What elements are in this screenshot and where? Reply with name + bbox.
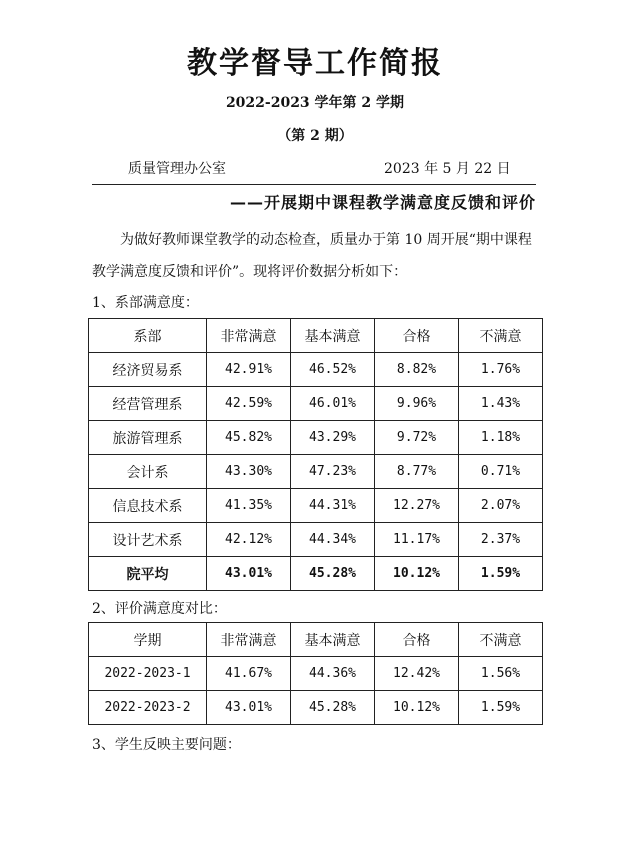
- table-cell: 43.30%: [207, 455, 291, 489]
- table-cell: 经济贸易系: [89, 353, 207, 387]
- table-row: [89, 421, 543, 455]
- table-cell: 10.12%: [375, 691, 459, 725]
- table-cell: 1.59%: [459, 557, 543, 591]
- table-header-row: [89, 319, 543, 353]
- table-row: [89, 523, 543, 557]
- table-cell: 2022-2023-1: [89, 657, 207, 691]
- header-divider: [92, 184, 536, 185]
- section-1-heading: 1、系部满意度：: [92, 295, 199, 311]
- table-cell: 10.12%: [375, 557, 459, 591]
- column-header: 合格: [375, 623, 459, 657]
- table-cell: 11.17%: [375, 523, 459, 557]
- column-header: 系部: [89, 319, 207, 353]
- table-cell: 41.67%: [207, 657, 291, 691]
- table-cell: 43.01%: [207, 691, 291, 725]
- issue-date: 2023 年 5 月 22 日: [384, 161, 511, 177]
- table-row: [89, 657, 543, 691]
- table-cell: 46.01%: [291, 387, 375, 421]
- table-cell: 会计系: [89, 455, 207, 489]
- table-cell: 44.31%: [291, 489, 375, 523]
- table-cell: 46.52%: [291, 353, 375, 387]
- table-cell: 8.82%: [375, 353, 459, 387]
- column-header: 不满意: [459, 623, 543, 657]
- table-row: [89, 353, 543, 387]
- term-comparison-table: [88, 622, 543, 725]
- table-cell: 42.91%: [207, 353, 291, 387]
- intro-paragraph: 为做好教师课堂教学的动态检查，质量办于第 10 周开展“期中课程教学满意度反馈和评价”。现将评价数据分析如下：: [92, 232, 532, 280]
- table-cell: 9.72%: [375, 421, 459, 455]
- department-satisfaction-table: [88, 318, 543, 591]
- column-header: 基本满意: [291, 623, 375, 657]
- table-cell: 44.36%: [291, 657, 375, 691]
- column-header: 非常满意: [207, 623, 291, 657]
- column-header: 基本满意: [291, 319, 375, 353]
- table-cell: 9.96%: [375, 387, 459, 421]
- table-cell: 设计艺术系: [89, 523, 207, 557]
- table-cell: 1.59%: [459, 691, 543, 725]
- table-cell: 41.35%: [207, 489, 291, 523]
- table-cell: 43.29%: [291, 421, 375, 455]
- column-header: 不满意: [459, 319, 543, 353]
- table-cell: 45.28%: [291, 557, 375, 591]
- table-row: [89, 691, 543, 725]
- table-cell: 1.43%: [459, 387, 543, 421]
- section-2-heading: 2、评价满意度对比：: [92, 601, 227, 617]
- issue-number: （第 2 期）: [277, 128, 353, 144]
- table-cell: 信息技术系: [89, 489, 207, 523]
- table-cell: 0.71%: [459, 455, 543, 489]
- table-cell: 12.27%: [375, 489, 459, 523]
- table-cell: 1.56%: [459, 657, 543, 691]
- report-topic: ——开展期中课程教学满意度反馈和评价: [229, 193, 536, 212]
- column-header: 合格: [375, 319, 459, 353]
- table-cell: 旅游管理系: [89, 421, 207, 455]
- table-cell: 45.82%: [207, 421, 291, 455]
- table-row: [89, 489, 543, 523]
- table-header-row: [89, 623, 543, 657]
- term-subtitle: 2022-2023 学年第 2 学期: [225, 95, 405, 111]
- column-header: 学期: [89, 623, 207, 657]
- table-cell: 院平均: [89, 557, 207, 591]
- table-cell: 43.01%: [207, 557, 291, 591]
- table-cell: 44.34%: [291, 523, 375, 557]
- table-cell: 42.12%: [207, 523, 291, 557]
- table-cell: 47.23%: [291, 455, 375, 489]
- column-header: 非常满意: [207, 319, 291, 353]
- table-cell: 1.18%: [459, 421, 543, 455]
- table-cell: 45.28%: [291, 691, 375, 725]
- table-cell: 经营管理系: [89, 387, 207, 421]
- average-row: [89, 557, 543, 591]
- issuing-office: 质量管理办公室: [128, 161, 226, 177]
- table-row: [89, 455, 543, 489]
- table-cell: 2.37%: [459, 523, 543, 557]
- table-row: [89, 387, 543, 421]
- table-cell: 2022-2023-2: [89, 691, 207, 725]
- table-cell: 12.42%: [375, 657, 459, 691]
- table-cell: 1.76%: [459, 353, 543, 387]
- table-cell: 2.07%: [459, 489, 543, 523]
- table-cell: 8.77%: [375, 455, 459, 489]
- table-cell: 42.59%: [207, 387, 291, 421]
- section-3-heading: 3、学生反映主要问题：: [92, 737, 241, 753]
- report-title: 教学督导工作简报: [187, 46, 443, 81]
